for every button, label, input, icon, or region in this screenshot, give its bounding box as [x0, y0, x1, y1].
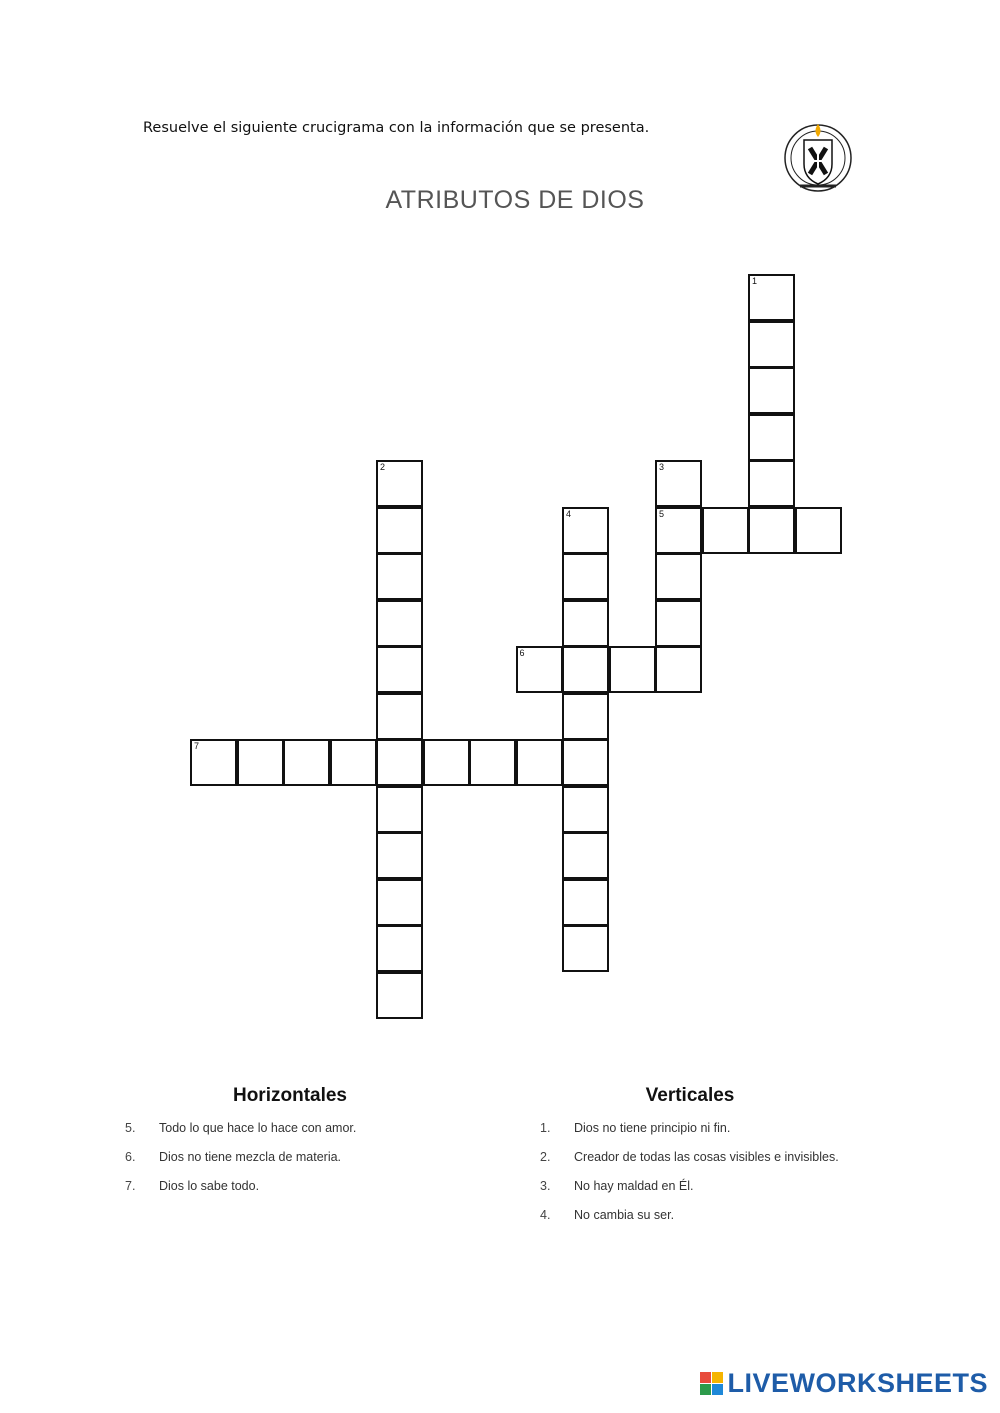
- clue-item: [540, 1208, 920, 1237]
- crossword-cell[interactable]: [516, 646, 563, 693]
- clue-number: 7.: [125, 1179, 136, 1193]
- liveworksheets-icon: [700, 1372, 723, 1395]
- crossword-title: ATRIBUTOS DE DIOS: [385, 186, 645, 214]
- crossword-cell[interactable]: [562, 507, 609, 554]
- clue-item: [540, 1121, 920, 1150]
- clue-number-label: 7: [194, 741, 200, 751]
- crossword-cell[interactable]: [376, 972, 423, 1019]
- clue-text: Dios no tiene mezcla de materia.: [159, 1150, 342, 1164]
- crossword-cell[interactable]: [562, 553, 609, 600]
- crossword-cell[interactable]: [562, 832, 609, 879]
- liveworksheets-logo: [700, 1368, 988, 1399]
- crossword-cell[interactable]: [562, 739, 609, 786]
- crossword-cell[interactable]: [376, 832, 423, 879]
- clue-item: [125, 1150, 465, 1179]
- crossword-cell[interactable]: [562, 925, 609, 972]
- clue-text: Todo lo que hace lo hace con amor.: [159, 1121, 357, 1135]
- crossword-cell[interactable]: [562, 600, 609, 647]
- crossword-cell[interactable]: [609, 646, 656, 693]
- horizontal-clues: [125, 1085, 465, 1208]
- crossword-cell[interactable]: [516, 739, 563, 786]
- crossword-cell[interactable]: [283, 739, 330, 786]
- crossword-cell[interactable]: [376, 925, 423, 972]
- clue-item: [125, 1121, 465, 1150]
- crossword-cell[interactable]: [562, 786, 609, 833]
- clue-number: 5.: [125, 1121, 136, 1135]
- clue-number-label: 6: [519, 648, 525, 658]
- clue-text: No cambia su ser.: [574, 1208, 675, 1222]
- crossword-cell[interactable]: [469, 739, 516, 786]
- crossword-cell[interactable]: [562, 646, 609, 693]
- crossword-cell[interactable]: [376, 553, 423, 600]
- clue-text: Creador de todas las cosas visibles e invisibles.: [574, 1150, 839, 1164]
- crossword-cell[interactable]: [655, 460, 702, 507]
- icon-square: [712, 1384, 723, 1395]
- crossword-cell[interactable]: [562, 693, 609, 740]
- crossword-cell[interactable]: [190, 739, 237, 786]
- liveworksheets-brand: LIVEWORKSHEETS: [727, 1368, 988, 1398]
- crossword-cell[interactable]: [655, 600, 702, 647]
- crossword-cell[interactable]: [376, 739, 423, 786]
- clue-number: 4.: [540, 1208, 551, 1222]
- crossword-cell[interactable]: [655, 553, 702, 600]
- crossword-cell[interactable]: [748, 321, 795, 368]
- clue-text: No hay maldad en Él.: [574, 1179, 694, 1193]
- crossword-cell[interactable]: [562, 879, 609, 926]
- crossword-cell[interactable]: [330, 739, 377, 786]
- crossword-cell[interactable]: [748, 507, 795, 554]
- clue-text: Dios lo sabe todo.: [159, 1179, 260, 1193]
- crossword-cell[interactable]: [795, 507, 842, 554]
- clue-number-label: 2: [380, 462, 386, 472]
- crossword-cell[interactable]: [376, 786, 423, 833]
- crossword-cell[interactable]: [748, 367, 795, 414]
- crossword-cell[interactable]: [655, 646, 702, 693]
- vertical-heading: Verticales: [645, 1085, 735, 1106]
- crossword-cell[interactable]: [423, 739, 470, 786]
- crossword-cell[interactable]: [376, 879, 423, 926]
- school-seal-logo: [780, 118, 856, 194]
- clue-number: 3.: [540, 1179, 551, 1193]
- clue-text: Dios no tiene principio ni fin.: [574, 1121, 731, 1135]
- vertical-clues: [540, 1085, 920, 1237]
- clue-item: [540, 1150, 920, 1179]
- instructions-text: Resuelve el siguiente crucigrama con la información que se presenta.: [143, 120, 650, 136]
- crossword-cell[interactable]: [376, 600, 423, 647]
- clue-number-label: 5: [659, 508, 665, 519]
- icon-square: [700, 1372, 711, 1383]
- clue-number-label: 3: [659, 462, 665, 472]
- clue-number-label: 1: [752, 276, 758, 286]
- crossword-cell[interactable]: [748, 274, 795, 321]
- crossword-cell[interactable]: [237, 739, 284, 786]
- crossword-cell[interactable]: [702, 507, 749, 554]
- crossword-cell[interactable]: [748, 460, 795, 507]
- clue-item: [125, 1179, 465, 1208]
- clue-number: 1.: [540, 1121, 551, 1135]
- crossword-cell[interactable]: [376, 646, 423, 693]
- clue-number: 2.: [540, 1150, 551, 1164]
- clue-number: 6.: [125, 1150, 136, 1164]
- horizontal-heading: Horizontales: [232, 1085, 348, 1106]
- crossword-cell[interactable]: [376, 693, 423, 740]
- clue-item: [540, 1179, 920, 1208]
- crossword-cell[interactable]: [376, 507, 423, 554]
- crossword-cell[interactable]: [748, 414, 795, 461]
- crossword-cell[interactable]: [376, 460, 423, 507]
- crossword-cell[interactable]: [655, 507, 702, 554]
- icon-square: [712, 1372, 723, 1383]
- clue-number-label: 4: [566, 508, 572, 519]
- icon-square: [700, 1384, 711, 1395]
